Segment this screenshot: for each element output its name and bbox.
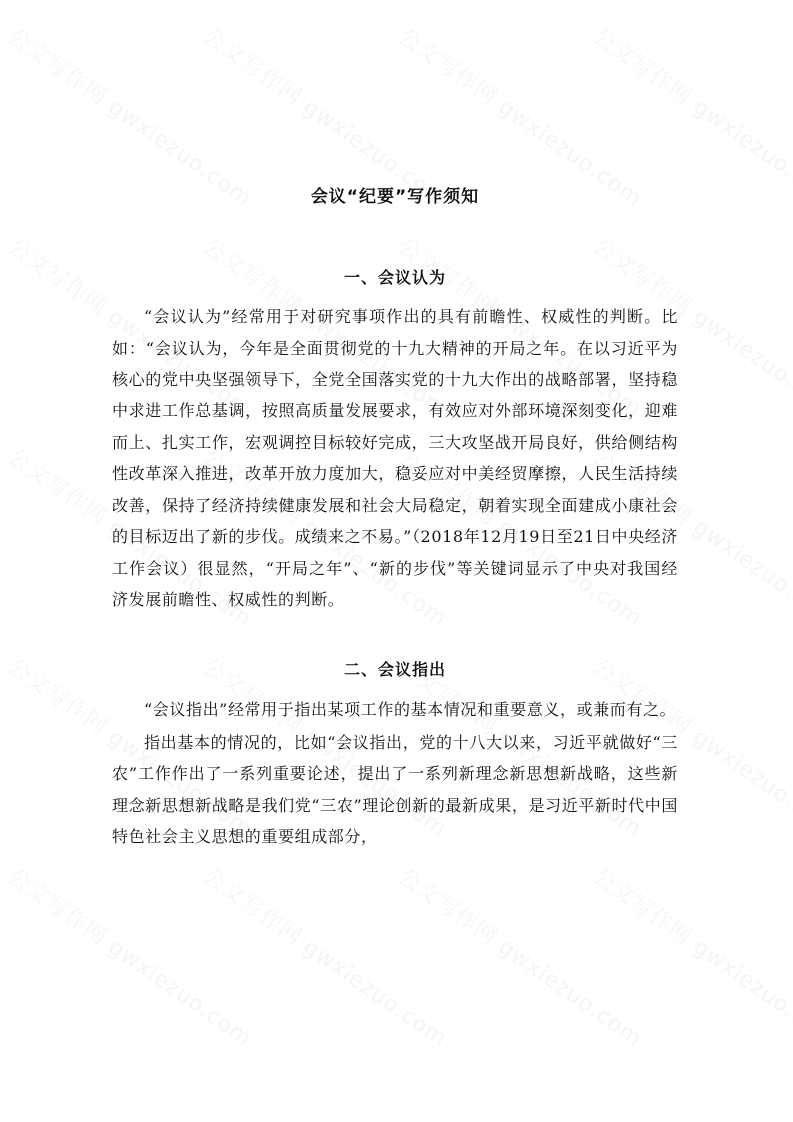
document-title: 会议“纪要”写作须知 (310, 187, 480, 207)
section-meeting-points-out (112, 657, 678, 852)
body-paragraph: “会议认为”经常用于对研究事项作出的具有前瞻性、权威性的判断。比如：“会议认为，今年是全面贯彻党的十九大精神的开局之年。在以习近平为核心的党中央坚强领导下，全党全国落实党的十九大作出的战略部署，坚持稳中求进工作总基调，按照高质量发展要求，有效应对外部环境深刻变化，迎难而上、扎实工作，宏观调控目标较好完成，三大攻坚战开局良好，供给侧结构性改革深入推进，改革开放力度加大，稳妥应对中美经贸摩擦，人民生活持续改善，保持了经济持续健康发展和社会大局稳定，朝着实现全面建成小康社会的目标迈出了新的步伐。成绩来之不易。”（2018年12月19日至21日中央经济工作会议）很显然，“开局之年”、“新的步伐”等关键词显示了中央对我国经济发展前瞻性、权威性的判断。 (112, 307, 678, 609)
section-meeting-believes (112, 265, 678, 615)
document-page (112, 170, 678, 853)
section-heading: 一、会议认为 (343, 268, 446, 287)
watermark-text (587, 860, 793, 1053)
body-paragraph: “会议指出”经常用于指出某项工作的基本情况和重要意义，或兼而有之。 (144, 699, 677, 719)
section-heading: 二、会议指出 (343, 660, 446, 680)
watermark-text (2, 860, 259, 1053)
body-paragraph: 指出基本的情况的，比如“会议指出，党的十八大以来，习近平就做好“三农”工作作出了一系列重要论述，提出了一系列新理念新思想新战略，这些新理念新思想新战略是我们党“三农”理论创新的最新成果，是习近平新时代中国特色社会主义思想的重要组成部分， (112, 733, 678, 847)
watermark-text (197, 860, 454, 1053)
watermark-text (392, 860, 649, 1053)
